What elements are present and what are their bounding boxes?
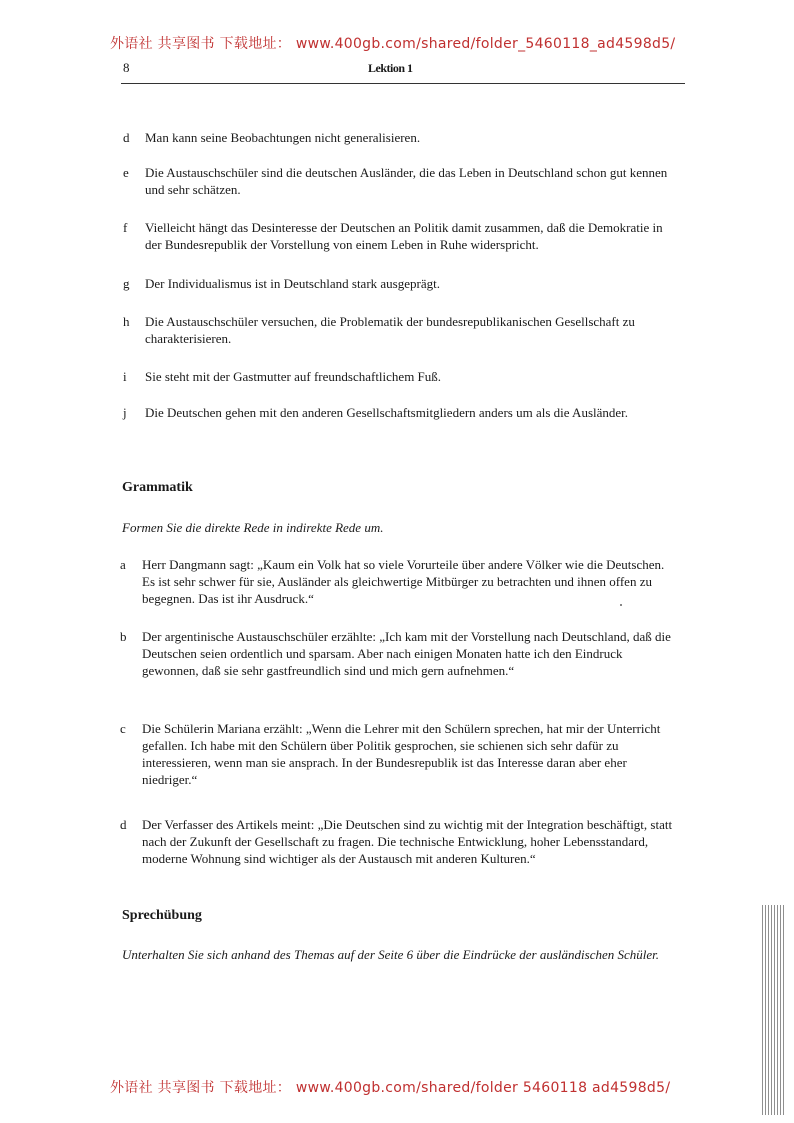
item-text: Sie steht mit der Gastmutter auf freundschaftlichem Fuß.	[145, 369, 442, 384]
quote-a	[120, 556, 680, 607]
item-text: Die Deutschen gehen mit den anderen Gesellschaftsmitgliedern anders um als die Ausländer.	[145, 405, 629, 420]
exercise-item-e	[123, 164, 678, 198]
quote-text: Die Schülerin Mariana erzählt: „Wenn die Lehrer mit den Schülern sprechen, hat mir der Unterricht gefallen. Ich habe mit den Schülern über Politik gesprochen, sie schienen sich sehr dafür zu interessieren, wenn man sie ansprach. In der Bundesrepublik ist das Interesse daran aber eher niedriger.“	[142, 721, 661, 787]
item-letter: j	[123, 405, 127, 420]
watermark-top: 外语社 共享图书 下载地址： www.400gb.com/shared/folder_5460118_ad4598d5/	[110, 36, 676, 52]
exercise-item-i	[123, 368, 678, 385]
exercise-item-g	[123, 275, 678, 292]
quote-text: Der Verfasser des Artikels meint: „Die Deutschen sind zu wichtig mit der Integration beschäftigt, statt nach der Zukunft der Gesellschaft zu fragen. Die technische Entwicklung, hoher Lebensstandard, moderne Wohnung sind wichtiger als der Austausch mit anderen Kulturen.“	[142, 817, 673, 866]
grammatik-instruction: Formen Sie die direkte Rede in indirekte Rede um.	[122, 520, 384, 535]
quote-text: Herr Dangmann sagt: „Kaum ein Volk hat so viele Vorurteile über andere Völker wie die Deutschen. Es ist sehr schwer für sie, Ausländer als gleichwertige Mitbürger zu betrachten und ihnen offen zu begegnen. Das ist ihr Ausdruck.“	[142, 557, 665, 606]
item-letter: i	[123, 369, 127, 384]
page-number: 8	[123, 60, 130, 75]
header-rule	[121, 83, 685, 84]
exercise-item-f	[123, 219, 678, 253]
item-letter: g	[123, 276, 130, 291]
item-text: Man kann seine Beobachtungen nicht generalisieren.	[145, 130, 421, 145]
quote-d	[120, 816, 680, 867]
item-text: Die Austauschschüler sind die deutschen Ausländer, die das Leben in Deutschland schon gut kennen und sehr schätzen.	[145, 165, 668, 197]
quote-letter: b	[120, 629, 127, 644]
sprechuebung-instruction: Unterhalten Sie sich anhand des Themas auf der Seite 6 über die Eindrücke der ausländischen Schüler.	[122, 947, 660, 962]
item-letter: d	[123, 130, 130, 145]
item-text: Vielleicht hängt das Desinteresse der Deutschen an Politik damit zusammen, daß die Demokratie in der Bundesrepublik der Vorstellung von einem Leben in Ruhe widerspricht.	[145, 220, 663, 252]
sprechuebung-title: Sprechübung	[122, 908, 202, 923]
scan-edge-artifact	[762, 905, 784, 1115]
item-text: Der Individualismus ist in Deutschland stark ausgeprägt.	[145, 276, 440, 291]
grammatik-title: Grammatik	[122, 480, 193, 495]
quote-letter: a	[120, 557, 126, 572]
exercise-item-j	[123, 404, 678, 421]
quote-c	[120, 720, 680, 788]
exercise-item-d	[123, 129, 678, 146]
item-letter: e	[123, 165, 129, 180]
quote-letter: d	[120, 817, 127, 832]
scan-speck	[620, 604, 622, 606]
item-letter: h	[123, 314, 130, 329]
quote-text: Der argentinische Austauschschüler erzählte: „Ich kam mit der Vorstellung nach Deutschland, daß die Deutschen seien ordentlich und sparsam. Aber nach einigen Monaten hatte ich den Eindruck gewonnen, daß sie sehr gastfreundlich sind und mich gern aufnehmen.“	[142, 629, 671, 678]
item-text: Die Austauschschüler versuchen, die Problematik der bundesrepublikanischen Gesellschaft zu charakterisieren.	[145, 314, 635, 346]
quote-b	[120, 628, 680, 679]
exercise-item-h	[123, 313, 678, 347]
item-letter: f	[123, 220, 128, 235]
watermark-bottom: 外语社 共享图书 下载地址： www.400gb.com/shared/folder 5460118 ad4598d5/	[110, 1080, 671, 1096]
quote-letter: c	[120, 721, 126, 736]
running-head: Lektion 1	[368, 61, 413, 75]
